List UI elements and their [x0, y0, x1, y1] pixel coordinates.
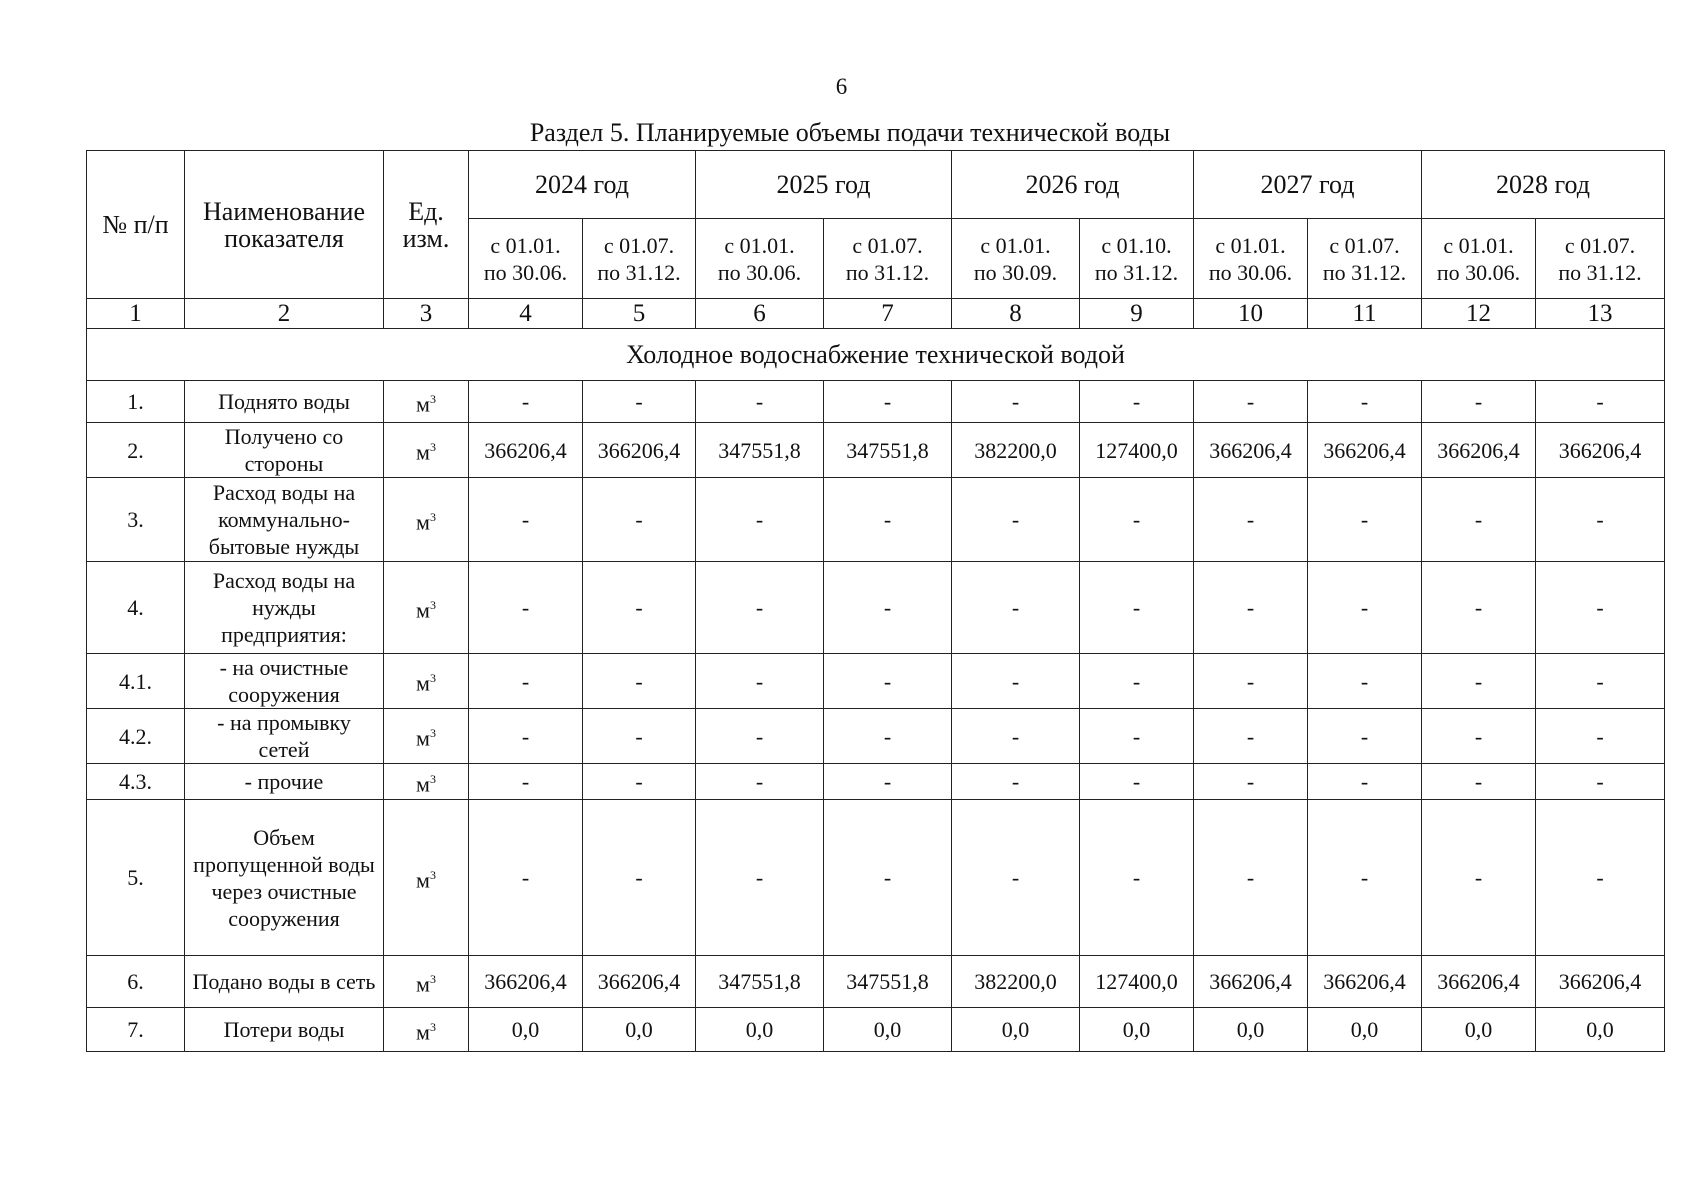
indicator-name: Расход воды на коммунально-бытовые нужды [185, 478, 384, 562]
value-cell: 366206,4 [1536, 423, 1665, 478]
value-cell: 347551,8 [696, 423, 824, 478]
row-number: 6. [87, 956, 185, 1008]
indicator-name: Подано воды в сеть [185, 956, 384, 1008]
value-cell: - [1308, 709, 1422, 764]
unit-exponent: 3 [429, 671, 436, 686]
header-period-line: по 30.06. [717, 259, 802, 285]
indicator-name: Поднято воды [185, 381, 384, 423]
value-cell: - [696, 654, 824, 709]
value-cell: - [952, 709, 1080, 764]
value-cell: - [1080, 654, 1194, 709]
header-period [824, 219, 952, 299]
value-cell: - [824, 764, 952, 800]
indicator-name: - прочие [185, 764, 384, 800]
row-number: 4. [87, 562, 185, 654]
unit-base: м [416, 670, 430, 696]
indicator-name: Получено со стороны [185, 423, 384, 478]
unit-exponent: 3 [429, 771, 436, 786]
value-cell: 366206,4 [1194, 956, 1308, 1008]
group-title: Холодное водоснабжение технической водой [87, 329, 1665, 381]
column-number: 4 [469, 299, 583, 329]
table-row [87, 956, 1665, 1008]
value-cell: - [469, 478, 583, 562]
column-number: 2 [185, 299, 384, 329]
value-cell: - [824, 654, 952, 709]
value-cell: - [824, 478, 952, 562]
water-supply-table [86, 150, 1665, 1052]
header-period-line: по 31.12. [1322, 259, 1407, 285]
column-number: 5 [583, 299, 696, 329]
value-cell: 366206,4 [1422, 956, 1536, 1008]
value-cell: - [1536, 764, 1665, 800]
header-period [1080, 219, 1194, 299]
indicator-name: Объем пропущенной воды через очистные сооружения [185, 800, 384, 956]
value-cell: 0,0 [1080, 1008, 1194, 1052]
header-period-line: с 01.07. [1329, 232, 1400, 258]
value-cell: - [1536, 709, 1665, 764]
page-number: 6 [835, 74, 848, 99]
value-cell: 366206,4 [1308, 956, 1422, 1008]
value-cell: - [1194, 381, 1308, 423]
unit-cell [384, 1008, 469, 1052]
value-cell: - [952, 562, 1080, 654]
unit-cell [384, 764, 469, 800]
header-period-line: с 01.01. [1215, 232, 1286, 258]
indicator-name: - на очистные сооружения [185, 654, 384, 709]
value-cell: - [696, 381, 824, 423]
value-cell: 366206,4 [1536, 956, 1665, 1008]
value-cell: - [1536, 800, 1665, 956]
column-number: 9 [1080, 299, 1194, 329]
header-row-years [87, 151, 1665, 219]
header-period-line: по 31.12. [1094, 259, 1179, 285]
table-row [87, 800, 1665, 956]
unit-base: м [416, 1019, 430, 1045]
value-cell: - [1308, 381, 1422, 423]
unit-base: м [416, 509, 430, 535]
value-cell: - [1308, 800, 1422, 956]
value-cell: - [469, 800, 583, 956]
value-cell: - [696, 562, 824, 654]
row-number: 4.3. [87, 764, 185, 800]
unit-cell [384, 423, 469, 478]
value-cell: 366206,4 [583, 956, 696, 1008]
value-cell: - [469, 654, 583, 709]
unit-base: м [416, 439, 430, 465]
column-number: 7 [824, 299, 952, 329]
value-cell: - [696, 478, 824, 562]
value-cell: - [1536, 381, 1665, 423]
value-cell: 347551,8 [824, 423, 952, 478]
header-period-line: с 01.07. [1564, 232, 1636, 258]
table-row [87, 478, 1665, 562]
value-cell: 366206,4 [1422, 423, 1536, 478]
header-period-line: по 31.12. [845, 259, 930, 285]
unit-base: м [416, 867, 430, 893]
header-indicator-name: Наименование показателя [185, 151, 384, 299]
value-cell: - [583, 381, 696, 423]
value-cell: 0,0 [696, 1008, 824, 1052]
header-period-line: с 01.10. [1101, 232, 1172, 258]
column-number: 6 [696, 299, 824, 329]
value-cell: - [1536, 654, 1665, 709]
value-cell: - [1080, 562, 1194, 654]
value-cell: - [952, 381, 1080, 423]
header-period [583, 219, 696, 299]
value-cell: - [1080, 764, 1194, 800]
header-period-line: с 01.01. [1443, 232, 1514, 258]
value-cell: 366206,4 [1308, 423, 1422, 478]
value-cell: - [696, 764, 824, 800]
header-year: 2028 год [1422, 151, 1665, 219]
unit-exponent: 3 [429, 597, 436, 612]
unit-base: м [416, 771, 430, 797]
header-period-line: по 30.09. [973, 259, 1058, 285]
header-row-column-numbers [87, 299, 1665, 329]
column-number: 8 [952, 299, 1080, 329]
value-cell: - [1422, 764, 1536, 800]
value-cell: - [696, 709, 824, 764]
unit-exponent: 3 [429, 391, 436, 406]
row-number: 4.1. [87, 654, 185, 709]
value-cell: 382200,0 [952, 956, 1080, 1008]
value-cell: - [952, 654, 1080, 709]
value-cell: - [469, 562, 583, 654]
row-number: 5. [87, 800, 185, 956]
value-cell: - [1536, 478, 1665, 562]
row-number: 2. [87, 423, 185, 478]
header-period [696, 219, 824, 299]
value-cell: - [824, 800, 952, 956]
value-cell: - [1194, 800, 1308, 956]
value-cell: - [583, 478, 696, 562]
value-cell: - [1194, 562, 1308, 654]
column-number: 1 [87, 299, 185, 329]
indicator-name: Расход воды на нужды предприятия: [185, 562, 384, 654]
value-cell: - [1080, 709, 1194, 764]
header-period [952, 219, 1080, 299]
value-cell: - [1194, 478, 1308, 562]
value-cell: 0,0 [1308, 1008, 1422, 1052]
value-cell: 347551,8 [824, 956, 952, 1008]
section-title: Раздел 5. Планируемые объемы подачи технической воды [529, 118, 1171, 147]
unit-exponent: 3 [429, 1019, 436, 1034]
value-cell: - [696, 800, 824, 956]
header-year: 2027 год [1194, 151, 1422, 219]
header-period [1536, 219, 1665, 299]
row-number: 3. [87, 478, 185, 562]
value-cell: - [1422, 562, 1536, 654]
value-cell: - [1308, 654, 1422, 709]
unit-cell [384, 654, 469, 709]
value-cell: - [1422, 478, 1536, 562]
header-period-line: с 01.07. [603, 232, 675, 258]
unit-base: м [416, 391, 430, 417]
value-cell: 0,0 [1194, 1008, 1308, 1052]
row-number: 1. [87, 381, 185, 423]
column-number: 11 [1308, 299, 1422, 329]
header-period [1308, 219, 1422, 299]
unit-base: м [416, 971, 430, 997]
header-period-line: с 01.07. [852, 232, 923, 258]
value-cell: - [1422, 709, 1536, 764]
header-period-line: с 01.01. [724, 232, 795, 258]
row-number: 7. [87, 1008, 185, 1052]
value-cell: 366206,4 [583, 423, 696, 478]
unit-base: м [416, 597, 430, 623]
value-cell: - [952, 478, 1080, 562]
unit-cell [384, 800, 469, 956]
value-cell: - [1194, 764, 1308, 800]
header-number: № п/п [87, 151, 185, 299]
value-cell: - [469, 381, 583, 423]
value-cell: - [824, 381, 952, 423]
value-cell: - [1308, 478, 1422, 562]
header-period [469, 219, 583, 299]
value-cell: - [583, 709, 696, 764]
value-cell: 382200,0 [952, 423, 1080, 478]
header-year: 2025 год [696, 151, 952, 219]
header-year: 2024 год [469, 151, 696, 219]
value-cell: - [952, 800, 1080, 956]
value-cell: - [583, 654, 696, 709]
value-cell: 0,0 [824, 1008, 952, 1052]
unit-exponent: 3 [429, 440, 436, 455]
table-row [87, 423, 1665, 478]
value-cell: - [1080, 800, 1194, 956]
table-row [87, 562, 1665, 654]
group-row [87, 329, 1665, 381]
column-number: 10 [1194, 299, 1308, 329]
unit-exponent: 3 [429, 971, 436, 986]
table-row [87, 654, 1665, 709]
value-cell: - [583, 562, 696, 654]
value-cell: 127400,0 [1080, 423, 1194, 478]
value-cell: - [1308, 562, 1422, 654]
value-cell: - [1194, 654, 1308, 709]
header-period-line: по 30.06. [483, 259, 568, 285]
header-period [1422, 219, 1536, 299]
value-cell: - [1308, 764, 1422, 800]
value-cell: - [469, 709, 583, 764]
table-row [87, 709, 1665, 764]
value-cell: 0,0 [469, 1008, 583, 1052]
header-unit: Ед. изм. [384, 151, 469, 299]
value-cell: - [952, 764, 1080, 800]
table-row [87, 1008, 1665, 1052]
value-cell: - [1422, 381, 1536, 423]
unit-exponent: 3 [429, 867, 436, 882]
unit-exponent: 3 [429, 726, 436, 741]
value-cell: - [824, 562, 952, 654]
value-cell: - [1536, 562, 1665, 654]
value-cell: 366206,4 [469, 956, 583, 1008]
value-cell: 127400,0 [1080, 956, 1194, 1008]
indicator-name: Потери воды [185, 1008, 384, 1052]
indicator-name: - на промывку сетей [185, 709, 384, 764]
header-period-line: по 31.12. [1558, 259, 1642, 285]
header-period-line: по 30.06. [1208, 259, 1293, 285]
header-period-line: по 31.12. [597, 259, 681, 285]
value-cell: - [1422, 654, 1536, 709]
value-cell: 366206,4 [469, 423, 583, 478]
value-cell: - [1080, 478, 1194, 562]
unit-cell [384, 709, 469, 764]
value-cell: 0,0 [1422, 1008, 1536, 1052]
unit-base: м [416, 725, 430, 751]
row-number: 4.2. [87, 709, 185, 764]
value-cell: 0,0 [1536, 1008, 1665, 1052]
header-period-line: с 01.01. [980, 232, 1051, 258]
header-period-line: с 01.01. [490, 232, 561, 258]
header-year: 2026 год [952, 151, 1194, 219]
value-cell: - [1194, 709, 1308, 764]
unit-exponent: 3 [429, 509, 436, 524]
value-cell: 347551,8 [696, 956, 824, 1008]
table-row [87, 381, 1665, 423]
column-number: 13 [1536, 299, 1665, 329]
value-cell: - [1422, 800, 1536, 956]
value-cell: - [469, 764, 583, 800]
value-cell: - [583, 764, 696, 800]
value-cell: - [583, 800, 696, 956]
column-number: 3 [384, 299, 469, 329]
unit-cell [384, 381, 469, 423]
value-cell: 0,0 [952, 1008, 1080, 1052]
unit-cell [384, 562, 469, 654]
unit-cell [384, 956, 469, 1008]
value-cell: - [1080, 381, 1194, 423]
value-cell: - [824, 709, 952, 764]
value-cell: 366206,4 [1194, 423, 1308, 478]
unit-cell [384, 478, 469, 562]
column-number: 12 [1422, 299, 1536, 329]
header-period-line: по 30.06. [1436, 259, 1521, 285]
value-cell: 0,0 [583, 1008, 696, 1052]
table-row [87, 764, 1665, 800]
header-period [1194, 219, 1308, 299]
